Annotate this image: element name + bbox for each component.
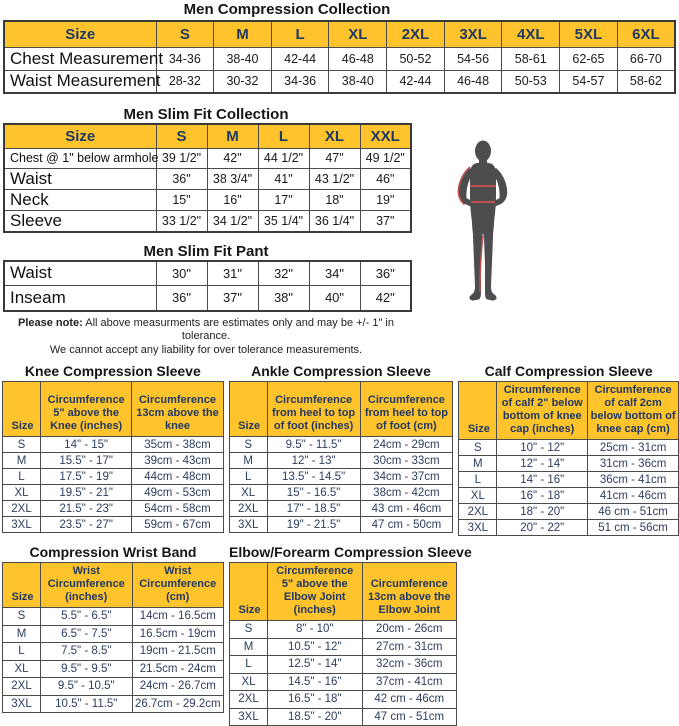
value-cell: 16" xyxy=(207,189,258,210)
size-cell: L xyxy=(229,469,267,485)
inches-value-cell: 9.5" - 10.5" xyxy=(41,678,133,696)
table-row xyxy=(229,453,453,469)
table-row xyxy=(3,625,224,643)
value-cell: 19" xyxy=(360,189,411,210)
value-cell: 46-48 xyxy=(329,47,387,70)
note-line1: All above measurments are estimates only and may be +/- 1" in tolerance. xyxy=(85,316,394,342)
size-cell: 3XL xyxy=(230,708,268,726)
inches-value-cell: 14" - 15" xyxy=(41,437,132,453)
row-label-cell: Neck xyxy=(4,189,156,210)
cm-value-cell: 31cm - 36cm xyxy=(588,456,679,472)
table-row xyxy=(459,504,679,520)
table-row xyxy=(459,472,679,488)
inches-value-cell: 19" - 21.5" xyxy=(267,517,360,533)
table-row xyxy=(4,286,411,311)
size-cell: M xyxy=(229,453,267,469)
cm-value-cell: 47 cm - 51cm xyxy=(362,708,457,726)
inches-value-cell: 15" - 16.5" xyxy=(267,485,360,501)
size-column-header: 4XL xyxy=(502,21,560,47)
row-label-cell: Sleeve xyxy=(4,210,156,232)
size-cell: 2XL xyxy=(3,501,41,517)
inches-value-cell: 16" - 18" xyxy=(497,488,588,504)
inches-column-header: Circumference from heel to top of foot (inches) xyxy=(267,382,360,437)
inches-value-cell: 10" - 12" xyxy=(497,440,588,456)
size-cell: 2XL xyxy=(3,678,41,696)
value-cell: 42" xyxy=(360,286,411,311)
table-row xyxy=(3,643,224,661)
value-cell: 42-44 xyxy=(271,47,329,70)
value-cell: 34" xyxy=(309,261,360,286)
row-label-cell: Waist xyxy=(4,168,156,189)
size-cell: L xyxy=(459,472,497,488)
table-row xyxy=(3,608,224,626)
cm-value-cell: 44cm - 48cm xyxy=(132,469,223,485)
table-row xyxy=(3,485,224,501)
header-row xyxy=(3,563,224,608)
inches-column-header: Circumference 5" above the Elbow Joint (inches) xyxy=(268,563,363,621)
size-label-header: Size xyxy=(4,124,156,148)
size-cell: XL xyxy=(3,660,41,678)
male-figure-silhouette xyxy=(451,140,515,312)
value-cell: 37" xyxy=(207,286,258,311)
men-compression-title: Men Compression Collection xyxy=(183,1,391,18)
inches-value-cell: 12.5" - 14" xyxy=(268,656,363,674)
inches-value-cell: 16.5" - 18" xyxy=(268,691,363,709)
table-row xyxy=(3,660,224,678)
size-column-header: L xyxy=(258,124,309,148)
size-column-header: XL xyxy=(309,124,360,148)
ankle-sleeve-title: Ankle Compression Sleeve xyxy=(251,363,431,379)
wrist-band-title: Compression Wrist Band xyxy=(29,544,197,560)
cm-value-cell: 42 cm - 46cm xyxy=(362,691,457,709)
size-cell: M xyxy=(230,638,268,656)
inches-column-header: Circumference 5" above the Knee (inches) xyxy=(41,382,132,437)
header-row xyxy=(4,124,411,148)
table-row xyxy=(459,520,679,536)
inches-value-cell: 12" - 13" xyxy=(267,453,360,469)
header-row xyxy=(230,563,457,621)
header-row xyxy=(229,382,453,437)
value-cell: 36" xyxy=(360,261,411,286)
inches-value-cell: 9.5" - 11.5" xyxy=(267,437,360,453)
cm-value-cell: 20cm - 26cm xyxy=(362,621,457,639)
value-cell: 28-32 xyxy=(156,70,214,93)
inches-value-cell: 14" - 16" xyxy=(497,472,588,488)
value-cell: 37" xyxy=(360,210,411,232)
size-cell: 3XL xyxy=(3,517,41,533)
cm-value-cell: 14cm - 16.5cm xyxy=(132,608,224,626)
knee-sleeve-section xyxy=(2,363,224,536)
value-cell: 38-40 xyxy=(329,70,387,93)
cm-value-cell: 27cm - 31cm xyxy=(362,638,457,656)
value-cell: 34-36 xyxy=(156,47,214,70)
row-label-cell: Waist xyxy=(4,261,156,286)
value-cell: 50-53 xyxy=(502,70,560,93)
value-cell: 40" xyxy=(309,286,360,311)
cm-value-cell: 39cm - 43cm xyxy=(132,453,223,469)
size-cell: XL xyxy=(3,485,41,501)
table-row xyxy=(230,691,457,709)
table-row xyxy=(230,656,457,674)
note-line2: We cannot accept any liability for over tolerance measurements. xyxy=(49,343,363,356)
size-cell: L xyxy=(3,469,41,485)
table-row xyxy=(459,488,679,504)
cm-value-cell: 43 cm - 46cm xyxy=(360,501,453,517)
value-cell: 36 1/4" xyxy=(309,210,360,232)
size-column-header: Size xyxy=(229,382,267,437)
table-row xyxy=(4,47,675,70)
cm-column-header: Circumference from heel to top of foot (cm) xyxy=(360,382,453,437)
sleeve-tables-row xyxy=(2,363,679,536)
value-cell: 66-70 xyxy=(617,47,675,70)
table-row xyxy=(3,501,224,517)
value-cell: 49 1/2" xyxy=(360,148,411,168)
elbow-sleeve-section xyxy=(229,544,472,726)
inches-value-cell: 17.5" - 19" xyxy=(41,469,132,485)
value-cell: 38" xyxy=(258,286,309,311)
size-cell: L xyxy=(230,656,268,674)
value-cell: 36" xyxy=(156,168,207,189)
value-cell: 54-57 xyxy=(560,70,618,93)
inches-value-cell: 19.5" - 21" xyxy=(41,485,132,501)
table-row xyxy=(230,673,457,691)
value-cell: 34-36 xyxy=(271,70,329,93)
header-row xyxy=(4,21,675,47)
inches-value-cell: 14.5" - 16" xyxy=(268,673,363,691)
value-cell: 31" xyxy=(207,261,258,286)
table-row xyxy=(4,70,675,93)
value-cell: 58-62 xyxy=(617,70,675,93)
size-label-header: Size xyxy=(4,21,156,47)
inches-value-cell: 9.5" - 9.5" xyxy=(41,660,133,678)
size-column-header: Size xyxy=(459,382,497,440)
cm-value-cell: 24cm - 26.7cm xyxy=(132,678,224,696)
cm-value-cell: 19cm - 21.5cm xyxy=(132,643,224,661)
inches-value-cell: 15.5" - 17" xyxy=(41,453,132,469)
size-column-header: 5XL xyxy=(560,21,618,47)
cm-value-cell: 47 cm - 50cm xyxy=(360,517,453,533)
cm-value-cell: 36cm - 41cm xyxy=(588,472,679,488)
table-row xyxy=(230,708,457,726)
inches-column-header: Circumference of calf 2" below bottom of knee cap (inches) xyxy=(497,382,588,440)
cm-value-cell: 16.5cm - 19cm xyxy=(132,625,224,643)
size-column-header: Size xyxy=(230,563,268,621)
size-column-header: XL xyxy=(329,21,387,47)
header-row xyxy=(3,382,224,437)
table-row xyxy=(3,437,224,453)
table-row xyxy=(230,638,457,656)
cm-value-cell: 38cm - 42cm xyxy=(360,485,453,501)
value-cell: 32" xyxy=(258,261,309,286)
men-compression-table xyxy=(3,20,676,94)
value-cell: 41" xyxy=(258,168,309,189)
value-cell: 15" xyxy=(156,189,207,210)
size-column-header: M xyxy=(207,124,258,148)
table-row xyxy=(4,189,411,210)
cm-value-cell: 21.5cm - 24cm xyxy=(132,660,224,678)
cm-column-header: Circumference of calf 2cm below bottom of knee cap (cm) xyxy=(588,382,679,440)
size-column-header: M xyxy=(214,21,272,47)
value-cell: 43 1/2" xyxy=(309,168,360,189)
table-row xyxy=(459,440,679,456)
value-cell: 30-32 xyxy=(214,70,272,93)
cm-value-cell: 30cm - 33cm xyxy=(360,453,453,469)
size-cell: XL xyxy=(230,673,268,691)
men-slim-fit-pant-table xyxy=(3,260,412,312)
value-cell: 58-61 xyxy=(502,47,560,70)
elbow-sleeve-title: Elbow/Forearm Compression Sleeve xyxy=(229,544,472,560)
value-cell: 44 1/2" xyxy=(258,148,309,168)
row-label-cell: Waist Measurement xyxy=(4,70,156,93)
size-column-header: Size xyxy=(3,382,41,437)
table-row xyxy=(3,517,224,533)
men-slim-fit-pant-title: Men Slim Fit Pant xyxy=(143,242,269,260)
size-cell: S xyxy=(3,437,41,453)
calf-sleeve-title: Calf Compression Sleeve xyxy=(484,363,653,379)
inches-value-cell: 10.5" - 11.5" xyxy=(41,695,133,713)
table-row xyxy=(229,485,453,501)
value-cell: 42-44 xyxy=(387,70,445,93)
table-row xyxy=(229,517,453,533)
value-cell: 17" xyxy=(258,189,309,210)
table-row xyxy=(3,695,224,713)
figure-torso-legs xyxy=(469,163,496,301)
table-row xyxy=(4,148,411,168)
size-cell: 3XL xyxy=(229,517,267,533)
table-row xyxy=(4,168,411,189)
cm-value-cell: 54cm - 58cm xyxy=(132,501,223,517)
size-cell: M xyxy=(3,625,41,643)
inches-value-cell: 8" - 10" xyxy=(268,621,363,639)
table-row xyxy=(459,456,679,472)
ankle-sleeve-table xyxy=(229,381,454,533)
tolerance-note xyxy=(0,317,412,358)
inches-value-cell: 6.5" - 7.5" xyxy=(41,625,133,643)
size-column-header: S xyxy=(156,124,207,148)
size-cell: S xyxy=(459,440,497,456)
size-column-header: Size xyxy=(3,563,41,608)
size-cell: 2XL xyxy=(229,501,267,517)
value-cell: 54-56 xyxy=(444,47,502,70)
row-label-cell: Chest @ 1" below armhole xyxy=(4,148,156,168)
inches-value-cell: 17" - 18.5" xyxy=(267,501,360,517)
size-cell: 2XL xyxy=(459,504,497,520)
table-row xyxy=(230,621,457,639)
inches-column-header: Wrist Circumference (inches) xyxy=(41,563,133,608)
men-slim-fit-title: Men Slim Fit Collection xyxy=(123,106,289,123)
value-cell: 34 1/2" xyxy=(207,210,258,232)
inches-value-cell: 13.5" - 14.5" xyxy=(267,469,360,485)
value-cell: 46-48 xyxy=(444,70,502,93)
size-cell: M xyxy=(3,453,41,469)
cm-value-cell: 26.7cm - 29.2cm xyxy=(132,695,224,713)
cm-value-cell: 37cm - 41cm xyxy=(362,673,457,691)
value-cell: 39 1/2" xyxy=(156,148,207,168)
cm-value-cell: 49cm - 53cm xyxy=(132,485,223,501)
value-cell: 50-52 xyxy=(387,47,445,70)
value-cell: 36" xyxy=(156,286,207,311)
size-cell: XL xyxy=(229,485,267,501)
value-cell: 38 3/4" xyxy=(207,168,258,189)
value-cell: 47" xyxy=(309,148,360,168)
size-cell: M xyxy=(459,456,497,472)
size-cell: S xyxy=(229,437,267,453)
size-cell: XL xyxy=(459,488,497,504)
table-row xyxy=(4,210,411,232)
value-cell: 62-65 xyxy=(560,47,618,70)
inches-value-cell: 21.5" - 23" xyxy=(41,501,132,517)
size-column-header: XXL xyxy=(360,124,411,148)
cm-value-cell: 32cm - 36cm xyxy=(362,656,457,674)
table-row xyxy=(229,437,453,453)
table-row xyxy=(229,501,453,517)
table-row xyxy=(3,453,224,469)
table-row xyxy=(229,469,453,485)
wrist-band-table xyxy=(2,562,224,713)
table-row xyxy=(3,469,224,485)
value-cell: 18" xyxy=(309,189,360,210)
inches-value-cell: 20" - 22" xyxy=(497,520,588,536)
value-cell: 46" xyxy=(360,168,411,189)
men-slim-fit-table xyxy=(3,123,412,233)
cm-value-cell: 34cm - 37cm xyxy=(360,469,453,485)
size-cell: S xyxy=(230,621,268,639)
value-cell: 30" xyxy=(156,261,207,286)
cm-value-cell: 51 cm - 56cm xyxy=(588,520,679,536)
inches-value-cell: 12" - 14" xyxy=(497,456,588,472)
size-column-header: L xyxy=(271,21,329,47)
inches-value-cell: 18" - 20" xyxy=(497,504,588,520)
cm-column-header: Circumference 13cm above the knee xyxy=(132,382,223,437)
elbow-sleeve-table xyxy=(229,562,457,726)
note-label: Please note: xyxy=(18,316,83,329)
cm-value-cell: 59cm - 67cm xyxy=(132,517,223,533)
size-cell: 2XL xyxy=(230,691,268,709)
calf-sleeve-table xyxy=(458,381,679,536)
row-label-cell: Chest Measurement xyxy=(4,47,156,70)
cm-column-header: Circumference 13cm above the Elbow Joint xyxy=(362,563,457,621)
table-row xyxy=(3,678,224,696)
value-cell: 35 1/4" xyxy=(258,210,309,232)
value-cell: 42" xyxy=(207,148,258,168)
size-cell: 3XL xyxy=(3,695,41,713)
wrist-elbow-tables-row xyxy=(2,544,679,726)
size-column-header: 3XL xyxy=(444,21,502,47)
knee-sleeve-title: Knee Compression Sleeve xyxy=(24,363,201,379)
knee-sleeve-table xyxy=(2,381,224,533)
size-cell: 3XL xyxy=(459,520,497,536)
cm-value-cell: 46 cm - 51cm xyxy=(588,504,679,520)
cm-column-header: Wrist Circumference (cm) xyxy=(132,563,224,608)
row-label-cell: Inseam xyxy=(4,286,156,311)
value-cell: 38-40 xyxy=(214,47,272,70)
inches-value-cell: 23.5" - 27" xyxy=(41,517,132,533)
cm-value-cell: 41cm - 46cm xyxy=(588,488,679,504)
cm-value-cell: 25cm - 31cm xyxy=(588,440,679,456)
size-column-header: 6XL xyxy=(617,21,675,47)
table-row xyxy=(4,261,411,286)
inches-value-cell: 10.5" - 12" xyxy=(268,638,363,656)
size-column-header: 2XL xyxy=(387,21,445,47)
calf-sleeve-section xyxy=(458,363,679,536)
size-column-header: S xyxy=(156,21,214,47)
wrist-band-section xyxy=(2,544,224,726)
inches-value-cell: 5.5" - 6.5" xyxy=(41,608,133,626)
cm-value-cell: 35cm - 38cm xyxy=(132,437,223,453)
inches-value-cell: 18.5" - 20" xyxy=(268,708,363,726)
header-row xyxy=(459,382,679,440)
size-cell: S xyxy=(3,608,41,626)
value-cell: 33 1/2" xyxy=(156,210,207,232)
inches-value-cell: 7.5" - 8.5" xyxy=(41,643,133,661)
ankle-sleeve-section xyxy=(229,363,454,536)
cm-value-cell: 24cm - 29cm xyxy=(360,437,453,453)
size-cell: L xyxy=(3,643,41,661)
